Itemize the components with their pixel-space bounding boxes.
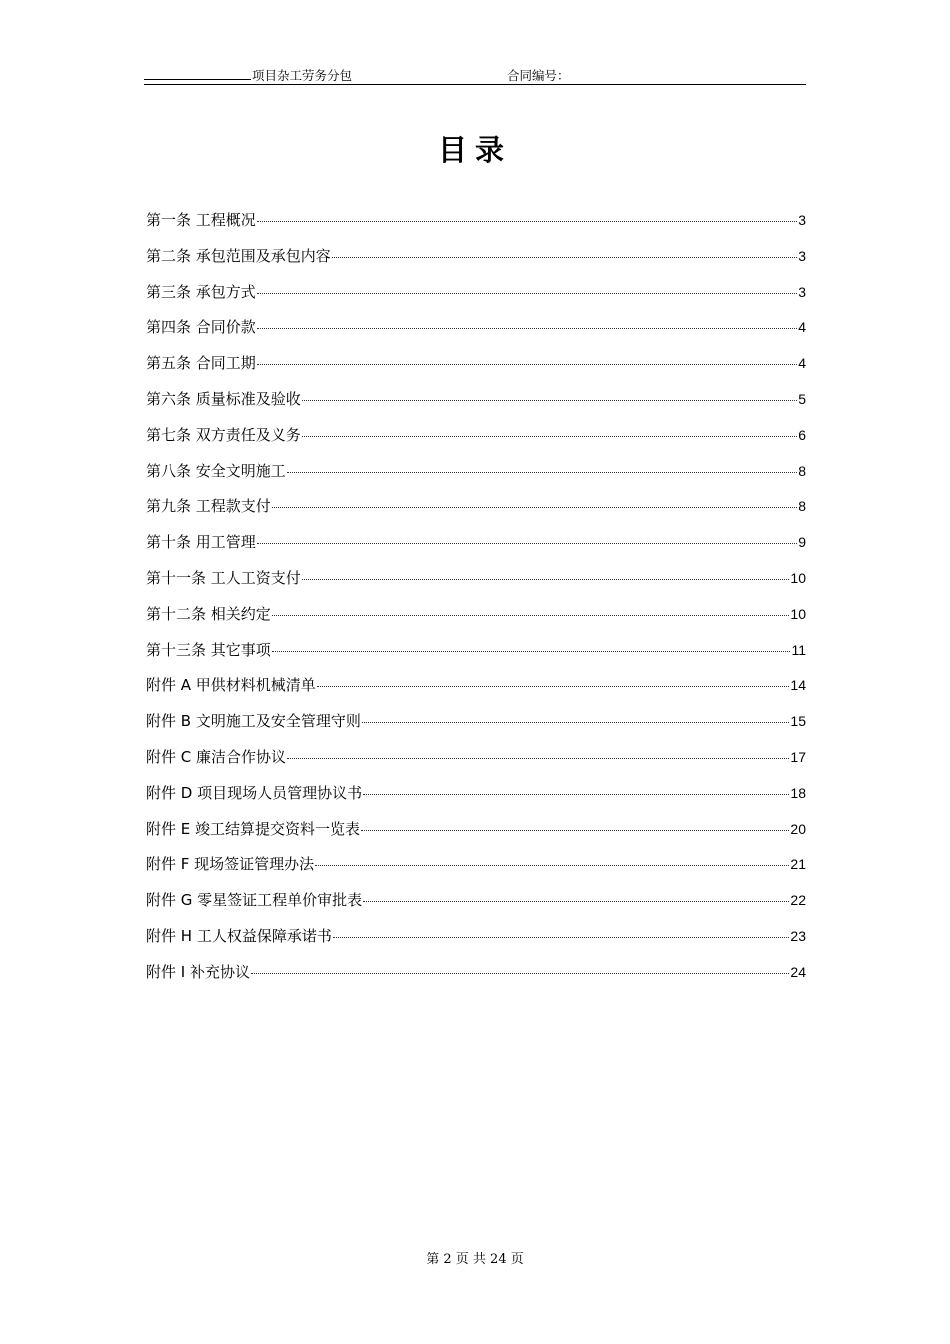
toc-entry-label[interactable]: 第十条 用工管理 <box>146 533 256 552</box>
toc-dot-leader <box>363 794 789 795</box>
toc-entry[interactable] <box>146 352 806 388</box>
toc-entry[interactable] <box>146 639 806 675</box>
toc-dot-leader <box>257 328 797 329</box>
toc-dot-leader <box>302 579 790 580</box>
toc-dot-leader <box>332 257 797 258</box>
toc-entry-page-number[interactable]: 3 <box>798 247 806 264</box>
toc-entry[interactable] <box>146 531 806 567</box>
toc-entry[interactable] <box>146 710 806 746</box>
toc-entry-label[interactable]: 附件 I 补充协议 <box>146 962 250 981</box>
toc-entry[interactable] <box>146 495 806 531</box>
toc-entry-page-number[interactable]: 18 <box>790 784 806 801</box>
page-footer: 第 2 页 共 24 页 <box>426 1252 524 1267</box>
toc-dot-leader <box>302 400 797 401</box>
toc-entry-page-number[interactable]: 11 <box>791 641 806 658</box>
toc-dot-leader <box>363 901 789 902</box>
toc-entry-label[interactable]: 第二条 承包范围及承包内容 <box>146 246 331 265</box>
toc-entry-page-number[interactable]: 21 <box>790 856 806 873</box>
toc-dot-leader <box>315 865 789 866</box>
toc-entry-label[interactable]: 附件 E 竣工结算提交资料一览表 <box>146 819 361 838</box>
toc-entry-label[interactable]: 第七条 双方责任及义务 <box>146 425 301 444</box>
toc-dot-leader <box>257 543 797 544</box>
toc-entry-page-number[interactable]: 10 <box>790 569 806 586</box>
toc-entry-page-number[interactable]: 23 <box>790 927 806 944</box>
toc-entry[interactable] <box>146 460 806 496</box>
toc-entry-label[interactable]: 第一条 工程概况 <box>146 211 256 229</box>
toc-entry-label[interactable]: 附件 D 项目现场人员管理协议书 <box>146 783 363 802</box>
toc-entry[interactable] <box>146 567 806 603</box>
toc-dot-leader <box>272 651 791 652</box>
page-header <box>144 66 806 85</box>
toc-entry-page-number[interactable]: 8 <box>798 462 806 479</box>
toc-entry-page-number[interactable]: 22 <box>790 892 806 909</box>
toc-entry-label[interactable]: 附件 F 现场签证管理办法 <box>146 855 315 874</box>
toc-entry[interactable] <box>146 209 806 245</box>
toc-entry[interactable] <box>146 782 806 818</box>
toc-entry-label[interactable]: 第九条 工程款支付 <box>146 497 271 516</box>
toc-entry-page-number[interactable]: 4 <box>798 355 806 372</box>
toc-entry-label[interactable]: 附件 B 文明施工及安全管理守则 <box>146 712 361 731</box>
toc-entry[interactable] <box>146 853 806 889</box>
toc-dot-leader <box>251 973 789 974</box>
toc-entry[interactable] <box>146 424 806 460</box>
toc-entry-label[interactable]: 第六条 质量标准及验收 <box>146 389 301 408</box>
toc-entry-label[interactable]: 第四条 合同价款 <box>146 318 256 337</box>
toc-entry-page-number[interactable]: 3 <box>798 212 806 228</box>
toc-entry-label[interactable]: 第八条 安全文明施工 <box>146 461 286 480</box>
toc-entry-page-number[interactable]: 9 <box>798 534 806 551</box>
toc-dot-leader <box>257 293 797 294</box>
toc-entry-label[interactable]: 附件 G 零星签证工程单价审批表 <box>146 891 363 910</box>
header-contract-number: 合同编号： <box>507 68 570 83</box>
toc-entry-page-number[interactable]: 5 <box>798 390 806 407</box>
toc-entry[interactable] <box>146 818 806 854</box>
toc-dot-leader <box>257 364 797 365</box>
toc-dot-leader <box>302 436 797 437</box>
toc-entry-label[interactable]: 附件 C 廉洁合作协议 <box>146 747 287 766</box>
toc-entry[interactable] <box>146 746 806 782</box>
toc-dot-leader <box>333 937 790 938</box>
toc-dot-leader <box>287 758 789 759</box>
toc-dot-leader <box>287 472 797 473</box>
toc-entry[interactable] <box>146 961 806 997</box>
toc-dot-leader <box>272 615 790 616</box>
toc-entry[interactable] <box>146 674 806 710</box>
toc-entry-page-number[interactable]: 24 <box>790 963 806 980</box>
toc-entry-page-number[interactable]: 14 <box>790 677 806 694</box>
toc-entry[interactable] <box>146 925 806 961</box>
toc-entry-label[interactable]: 第十二条 相关约定 <box>146 604 271 623</box>
toc-entry-page-number[interactable]: 10 <box>790 605 806 622</box>
table-of-contents <box>146 209 806 997</box>
toc-dot-leader <box>257 221 797 222</box>
toc-entry[interactable] <box>146 281 806 317</box>
toc-entry-label[interactable]: 第五条 合同工期 <box>146 354 256 373</box>
toc-entry[interactable] <box>146 316 806 352</box>
toc-entry-page-number[interactable]: 6 <box>798 426 806 443</box>
toc-entry[interactable] <box>146 388 806 424</box>
toc-entry-label[interactable]: 附件 H 工人权益保障承诺书 <box>146 926 332 945</box>
toc-entry-label[interactable]: 附件 A 甲供材料机械清单 <box>146 676 316 695</box>
toc-entry-page-number[interactable]: 8 <box>798 498 806 515</box>
header-blank-line <box>144 79 251 80</box>
toc-entry-page-number[interactable]: 20 <box>790 820 806 837</box>
toc-entry-label[interactable]: 第三条 承包方式 <box>146 282 256 301</box>
toc-entry-label[interactable]: 第十三条 其它事项 <box>146 640 271 659</box>
header-project-name: 项目杂工劳务分包 <box>252 68 353 83</box>
toc-dot-leader <box>272 507 797 508</box>
toc-entry-page-number[interactable]: 3 <box>798 283 806 300</box>
toc-dot-leader <box>361 830 789 831</box>
toc-dot-leader <box>317 686 790 687</box>
toc-dot-leader <box>362 722 790 723</box>
toc-entry[interactable] <box>146 889 806 925</box>
toc-entry-page-number[interactable]: 15 <box>790 713 806 730</box>
toc-entry-page-number[interactable]: 17 <box>790 748 806 765</box>
toc-entry[interactable] <box>146 245 806 281</box>
toc-title: 目录 <box>437 133 512 167</box>
toc-entry-label[interactable]: 第十一条 工人工资支付 <box>146 568 301 587</box>
toc-entry[interactable] <box>146 603 806 639</box>
toc-entry-page-number[interactable]: 4 <box>798 319 806 336</box>
